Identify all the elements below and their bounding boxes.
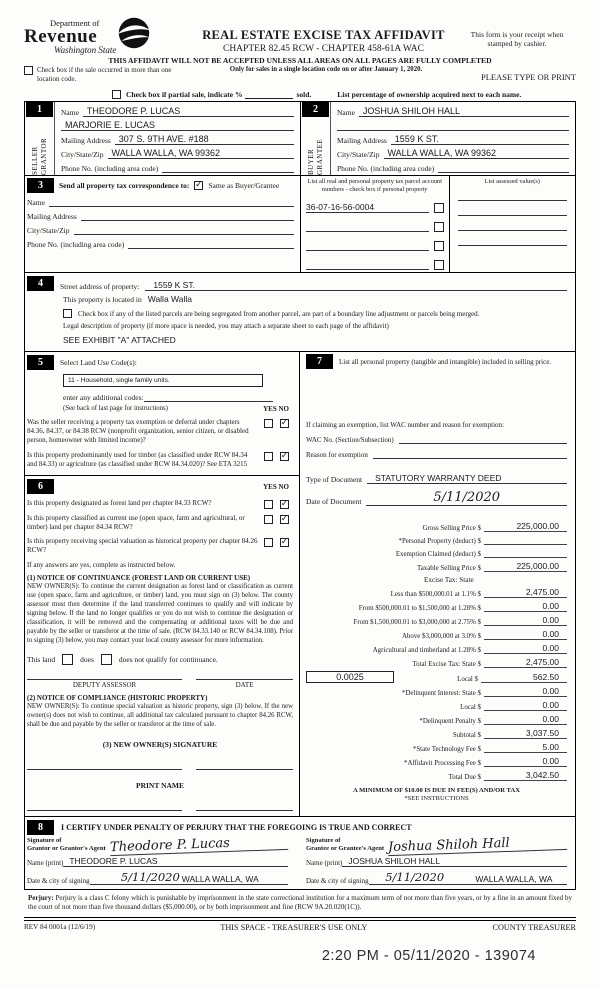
this-land-label: This land	[27, 654, 56, 664]
section-8-badge: 8	[27, 820, 54, 835]
s6-q3-yes-checkbox[interactable]	[264, 538, 273, 547]
cashier-stamp: 2:20 PM - 05/11/2020 - 139074	[321, 947, 536, 964]
corr-phone-label: Phone No. (including area code)	[27, 240, 125, 250]
land-does-checkbox[interactable]	[62, 654, 73, 665]
corr-name-field[interactable]	[49, 196, 294, 207]
parcel-3-checkbox[interactable]	[434, 241, 444, 251]
seller-side-label-2: GRANTOR	[40, 138, 48, 176]
does-not-label: does not qualify for continuance.	[118, 654, 218, 664]
grantee-signing-block	[306, 837, 567, 885]
type-or-print-note: PLEASE TYPE OR PRINT	[480, 72, 576, 83]
tier1-tax-field[interactable]: 2,475.00	[484, 587, 567, 598]
multi-location-check-row	[24, 66, 194, 84]
s6-q3-text: Is this property receiving special valuation as historical property per chapter 84.26 RCW?	[27, 536, 258, 555]
section-3-badge: 3	[27, 178, 54, 193]
owner-signature-line-1[interactable]	[27, 769, 182, 771]
doc-date-label: Date of Document	[306, 497, 362, 507]
exemption-note: If claiming an exemption, list WAC number and reason for exemption:	[306, 421, 504, 430]
s5-q2-no-checkbox[interactable]: ✓	[280, 450, 289, 461]
tax-line-label: *Affidavit Processing Fee $	[404, 760, 481, 768]
revenue-logo-block	[24, 18, 189, 55]
seller-phone-field[interactable]	[162, 162, 294, 173]
section-6-badge: 6	[27, 479, 54, 494]
wac-label: WAC No. (Section/Subsection)	[306, 436, 394, 445]
tax-line-label: Exemption Claimed (deduct) $	[395, 551, 481, 559]
form-rev-number: REV 84 0001a (12/6/19)	[24, 922, 96, 931]
grantor-date-city-label: Date & city of signing	[27, 876, 90, 885]
gross-selling-price-field[interactable]: 225,000.00	[484, 521, 567, 532]
corr-city-label: City/State/Zip	[27, 226, 70, 236]
delinquent-penalty-field[interactable]: 0.00	[484, 714, 567, 725]
section-1-seller	[25, 102, 300, 175]
subtotal-field[interactable]: 3,037.50	[484, 728, 567, 739]
parcel-4-field[interactable]	[306, 259, 429, 270]
assessed-column-header: List assessed value(s)	[484, 178, 540, 186]
delinquent-interest-state-field[interactable]: 0.00	[484, 686, 567, 697]
section-1-badge: 1	[26, 102, 53, 117]
section-5	[25, 352, 299, 475]
perjury-paragraph	[24, 894, 576, 913]
buyer-name-label: Name	[337, 108, 355, 118]
form-box	[24, 101, 576, 890]
tier3-tax-field[interactable]: 0.00	[484, 615, 567, 626]
state-technology-fee-field[interactable]: 5.00	[484, 742, 567, 753]
personal-property-blank-area[interactable]	[306, 369, 567, 421]
grantor-signing-date[interactable]: 5/11/2020	[120, 869, 180, 884]
partial-sale-row	[112, 90, 576, 99]
seller-name-label: Name	[61, 108, 79, 118]
partial-sale-percent-field[interactable]	[245, 98, 293, 99]
seller-phone-label: Phone No. (including area code)	[61, 164, 159, 174]
seller-name-field[interactable]: THEODORE P. LUCAS	[83, 106, 294, 117]
ownership-note: List percentage of ownership acquired next to each name.	[337, 90, 522, 100]
grantor-signing-city[interactable]: WALLA WALLA, WA	[181, 873, 259, 884]
grantor-signature[interactable]: Theodore P. Lucas	[109, 834, 288, 856]
if-yes-note: If any answers are yes, complete as instructed below.	[27, 561, 176, 570]
tier2-tax-field[interactable]: 0.00	[484, 601, 567, 612]
tax-line-label: *Delinquent Penalty $	[419, 718, 481, 726]
legal-description-field[interactable]: SEE EXHIBIT "A" ATTACHED	[63, 335, 176, 346]
total-excise-state-field[interactable]: 2,475.00	[484, 657, 567, 668]
grantee-signing-city[interactable]: WALLA WALLA, WA	[475, 873, 553, 884]
exemption-claimed-field[interactable]	[484, 548, 567, 558]
tax-line-label: *Personal Property (deduct) $	[398, 538, 481, 546]
buyer-name2-field[interactable]	[337, 120, 569, 131]
notice2-body: NEW OWNER(S): To continue special valuation as historic property, sign (3) below. If the new owner(s) does not wish to continue, all additional tax calculated pursuant to chapter 84.26 RCW, shall be due and payable by the seller or transferor at the time of sale.	[27, 702, 293, 728]
print-name-line-1[interactable]	[27, 810, 182, 812]
corr-city-field[interactable]	[74, 224, 295, 235]
tax-line-label: Local $	[460, 704, 481, 712]
buyer-city-label: City/State/Zip	[337, 150, 380, 160]
multi-location-label: Check box if the sale occurred in more than one location code.	[37, 66, 172, 84]
no-header-2: NO	[278, 482, 289, 491]
s6-q2-text: Is this property classified as current use (open space, farm and agricultural, or timber) land per chapter 84.34 RCW?	[27, 513, 245, 531]
corr-mailing-label: Mailing Address	[27, 212, 77, 222]
header-center	[189, 18, 458, 54]
minimum-fee-note: A MINIMUM OF $10.00 IS DUE IN FEE(S) AND/OR TAX	[353, 787, 520, 795]
same-as-buyer-checkbox[interactable]: ✓	[195, 180, 203, 191]
grantee-date-city-label: Date & city of signing	[306, 876, 369, 885]
assessed-4-field[interactable]	[458, 231, 568, 246]
multi-location-checkbox[interactable]	[24, 66, 33, 75]
notice2-title: (2) NOTICE OF COMPLIANCE (HISTORIC PROPERTY)	[27, 693, 208, 702]
logo-dept-text: Department of	[50, 18, 100, 28]
section-2-badge: 2	[302, 102, 329, 117]
parcel-4-checkbox[interactable]	[434, 260, 444, 270]
s6-q1-text: Is this property designated as forest land per chapter 84.33 RCW?	[27, 498, 212, 507]
partial-sale-checkbox[interactable]	[112, 90, 121, 99]
grantee-name-print-field[interactable]: JOSHUA SHILOH HALL	[342, 856, 567, 867]
s6-q2-no-checkbox[interactable]: ✓	[280, 513, 289, 524]
treasurer-use-label: THIS SPACE - TREASURER'S USE ONLY	[220, 922, 368, 932]
page-subtitle: CHAPTER 82.45 RCW - CHAPTER 458-61A WAC	[222, 44, 424, 54]
additional-codes-field[interactable]	[144, 391, 273, 402]
doc-date-field[interactable]: 5/11/2020	[366, 490, 567, 506]
new-owner-signature-title: (3) NEW OWNER(S) SIGNATURE	[102, 739, 218, 749]
no-header: NO	[278, 405, 289, 414]
section-4-badge: 4	[27, 276, 54, 291]
agricultural-tax-field[interactable]: 0.00	[484, 643, 567, 654]
parcel-column-header: List all real and personal property tax parcel account numbers - check box if personal property	[307, 178, 442, 194]
s5-q2-text: Is this property predominantly used for timber (as classified under RCW 84.34 and 84.33) or agriculture (as classified under RCW 84.34.020)? See ETA 3215	[27, 450, 248, 468]
parcel-3-field[interactable]	[306, 240, 429, 251]
located-in-field[interactable]: Walla Walla	[147, 294, 192, 305]
tax-line-label: Less than $500,000.01 at 1.1% $	[390, 591, 481, 599]
tax-correspondence-label: Send all property tax correspondence to:	[59, 181, 190, 191]
grantee-name-print-label: Name (print)	[306, 858, 343, 867]
tax-line-label: Above $3,000,000 at 3.0% $	[401, 633, 481, 641]
seller-city-field[interactable]: WALLA WALLA, WA 99362	[108, 148, 295, 159]
revenue-swirl-icon	[116, 16, 152, 55]
assessed-2-field[interactable]	[458, 201, 568, 216]
segregated-checkbox[interactable]	[63, 309, 72, 318]
tax-line-label: Total Due $	[448, 774, 481, 782]
assessed-1-field[interactable]	[458, 186, 568, 201]
local-rate-box[interactable]: 0.0025	[306, 671, 394, 683]
legal-description-label: Legal description of property (if more space is needed, you may attach a separate sheet to each page of the affidavit)	[63, 322, 389, 331]
single-location-note: Only for sales in a single location code on or after January 1, 2020.	[229, 66, 423, 74]
land-use-code-select[interactable]: 11 - Household, single family units.	[63, 374, 263, 387]
buyer-mailing-label: Mailing Address	[337, 136, 387, 146]
grantee-signature[interactable]: Joshua Shiloh Hall	[388, 834, 567, 856]
corr-phone-field[interactable]	[128, 238, 294, 249]
additional-codes-label: enter any additional codes:	[63, 393, 144, 403]
partial-sale-sold-label: sold.	[296, 90, 312, 100]
buyer-side-label-1: BUYER	[307, 149, 315, 176]
s5-q1-text: Was the seller receiving a property tax exemption or deferral under chapters 84.36, 84.37, or 84.38 RCW (nonprofit organization, senior citizen, or disabled person, homeowner with limited income)?	[27, 418, 249, 445]
seller-side-label-1: SELLER	[31, 146, 39, 176]
affidavit-processing-fee-field[interactable]: 0.00	[484, 756, 567, 767]
located-in-label: This property is located in	[63, 295, 142, 305]
tax-line-label: From $1,500,000.01 to $3,000,000 at 2.75% $	[353, 619, 481, 627]
assessed-3-field[interactable]	[458, 216, 568, 231]
tax-line-label: From $500,000.01 to $1,500,000 at 1.28% $	[358, 605, 481, 613]
street-address-field[interactable]: 1559 K ST.	[145, 280, 567, 291]
section-2-buyer	[300, 102, 575, 175]
s5-q1-yes-checkbox[interactable]	[264, 419, 273, 428]
buyer-mailing-field[interactable]: 1559 K ST.	[391, 134, 569, 145]
buyer-side-label-2: GRANTEE	[316, 139, 324, 176]
logo-revenue-text: Revenue	[24, 26, 98, 47]
header-warning: THIS AFFIDAVIT WILL NOT BE ACCEPTED UNLESS ALL AREAS ON ALL PAGES ARE FULLY COMPLETED	[108, 56, 492, 66]
print-name-label: PRINT NAME	[136, 780, 184, 790]
doc-type-label: Type of Document	[306, 475, 363, 485]
yes-header-2: YES	[263, 482, 277, 491]
excise-tax-state-heading: Excise Tax: State	[424, 576, 474, 585]
tax-line-label: Local $	[457, 676, 478, 684]
see-back-note: (See back of last page for instructions)	[63, 405, 168, 413]
section-4	[25, 272, 575, 351]
buyer-city-field[interactable]: WALLA WALLA, WA 99362	[384, 148, 570, 159]
tax-line-label: Gross Selling Price $	[422, 525, 481, 533]
tier4-tax-field[interactable]: 0.00	[484, 629, 567, 640]
same-as-buyer-label: Same as Buyer/Grantee	[208, 181, 280, 191]
print-name-line-2[interactable]	[196, 810, 293, 812]
s6-q2-yes-checkbox[interactable]	[264, 515, 273, 524]
grantor-sig-label-1: Signature of	[27, 837, 62, 844]
s6-q3-no-checkbox[interactable]: ✓	[280, 536, 289, 547]
corr-mailing-field[interactable]	[81, 210, 294, 221]
owner-signature-line-2[interactable]	[196, 769, 293, 771]
reason-label: Reason for exemption	[306, 451, 368, 460]
land-does-not-checkbox[interactable]	[101, 654, 112, 665]
land-use-title: Select Land Use Code(s):	[60, 358, 137, 368]
seller-name2-field[interactable]: MARJORIE E. LUCAS	[61, 120, 294, 131]
notice1-body: NEW OWNER(S): To continue the current designation as forest land or classification as current use (open space, farm and agriculture, or timber) land, you must sign on (3) below. The county assessor must then determine if the land transferred continues to qualify and will indicate by signing below. If the land no longer qualifies or you do not wish to continue the designation or classification, it will be removed and the compensating or additional taxes will be due and payable by the seller or transferor at the time of sale. (RCW 84.33.140 or RCW 84.34.108). Prior to signing (3) below, you may contact your local county assessor for more information.	[27, 583, 293, 644]
notice1-title: (1) NOTICE OF CONTINUANCE (FOREST LAND OR CURRENT USE)	[27, 574, 251, 583]
header	[24, 18, 576, 55]
s5-q1-no-checkbox[interactable]: ✓	[280, 418, 289, 429]
wac-field[interactable]	[399, 433, 567, 444]
grantor-sig-label-2: Grantor or Grantor's Agent	[27, 844, 106, 852]
logo-state-text: Washington State	[54, 45, 117, 56]
section-5-badge: 5	[27, 355, 54, 370]
section-7	[300, 352, 575, 816]
total-due-field[interactable]: 3,042.50	[484, 770, 567, 781]
grantee-sig-label-1: Signature of	[306, 837, 341, 844]
yes-header: YES	[263, 405, 277, 414]
parcel-1-checkbox[interactable]	[434, 203, 444, 213]
personal-property-title: List all personal property (tangible and intangible) included in selling price.	[339, 357, 552, 366]
partial-sale-label: Check box if partial sale, indicate %	[126, 90, 243, 100]
parcel-number-field[interactable]: 36-07-16-56-0004	[306, 202, 429, 213]
buyer-phone-field[interactable]	[438, 162, 569, 173]
buyer-name-field[interactable]: JOSHUA SHILOH HALL	[359, 106, 569, 117]
deputy-assessor-line[interactable]: DEPUTY ASSESSOR	[27, 679, 182, 689]
county-treasurer-label: COUNTY TREASURER	[492, 922, 576, 932]
tax-line-label: Total Excise Tax: State $	[412, 661, 481, 669]
section-3	[25, 175, 575, 272]
receipt-note: This form is your receipt when stamped by cashier.	[470, 30, 564, 49]
tax-line-label: *Delinquent Interest: State $	[401, 690, 481, 698]
section-7-badge: 7	[306, 354, 333, 369]
grantor-name-print-label: Name (print)	[27, 858, 64, 867]
seller-mailing-field[interactable]: 307 S. 9TH AVE. #188	[115, 134, 294, 145]
seller-mailing-label: Mailing Address	[61, 136, 111, 146]
tax-line-label: Agricultural and timberland at 1.28% $	[372, 647, 481, 655]
tax-line-label: *State Technology Fee $	[412, 746, 481, 754]
perjury-label: Perjury:	[28, 893, 54, 902]
parcel-2-checkbox[interactable]	[434, 222, 444, 232]
s6-q1-no-checkbox[interactable]: ✓	[280, 498, 289, 509]
section-8	[25, 816, 575, 889]
grantor-name-print-field[interactable]: THEODORE P. LUCAS	[63, 856, 288, 867]
buyer-phone-label: Phone No. (including area code)	[337, 164, 435, 174]
parcel-2-field[interactable]	[306, 221, 429, 232]
page-title: REAL ESTATE EXCISE TAX AFFIDAVIT	[202, 28, 445, 42]
grantor-signing-block	[27, 837, 288, 885]
street-address-label: Street address of property:	[60, 282, 140, 292]
local-tax-field[interactable]: 562.50	[481, 672, 567, 683]
perjury-text: Perjury is a class C felony which is punishable by imprisonment in the state correctional institution for a maximum term of not more than five years, or by a fine in an amount fixed by the court of not more than five thousand dollars ($5,000.00), or by both imprisonment and fine (RCW 9A.20.020(1C)).	[28, 893, 572, 912]
personal-property-deduct-field[interactable]	[484, 535, 567, 545]
see-instructions-note: *SEE INSTRUCTIONS	[404, 795, 469, 803]
s5-q2-yes-checkbox[interactable]	[264, 452, 273, 461]
reason-field[interactable]	[373, 448, 567, 459]
grantee-signing-date[interactable]: 5/11/2020	[385, 869, 445, 884]
assessor-date-line[interactable]: DATE	[196, 679, 293, 689]
tax-line-label: Subtotal $	[452, 732, 481, 740]
doc-type-field[interactable]: STATUTORY WARRANTY DEED	[367, 473, 567, 484]
delinquent-interest-local-field[interactable]: 0.00	[484, 700, 567, 711]
tax-line-label: Taxable Selling Price $	[416, 565, 481, 573]
section-6	[25, 476, 299, 816]
taxable-selling-price-field[interactable]: 225,000.00	[484, 561, 567, 572]
grantee-sig-label-2: Grantee or Grantee's Agent	[306, 844, 385, 852]
s6-q1-yes-checkbox[interactable]	[264, 500, 273, 509]
certify-statement: I CERTIFY UNDER PENALTY OF PERJURY THAT THE FOREGOING IS TRUE AND CORRECT	[61, 822, 412, 832]
segregated-label: Check box if any of the listed parcels are being segregated from another parcel, are part of a boundary line adjustment or parcels being merged.	[78, 309, 480, 318]
does-label: does	[80, 654, 94, 664]
seller-city-label: City/State/Zip	[61, 150, 104, 160]
corr-name-label: Name	[27, 198, 45, 208]
